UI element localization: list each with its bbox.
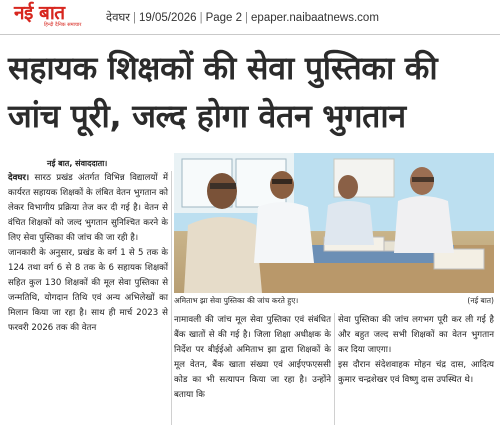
article-paragraph: सेवा पुस्तिका की जांच लगभग पूरी कर ली गई है और बहुत जल्द सभी शिक्षकों का वेतन भुगतान कर दिया जाएगा। (338, 315, 494, 355)
article-column-1 (8, 171, 168, 336)
paragraph-text: सारठ प्रखंड अंतर्गत विभिन्न विद्यालयों में कार्यरत सहायक शिक्षकों के लंबित वेतन भुगतान को लेकर विभागीय प्रक्रिया तेज कर दी गई है। वेतन से वंचित शिक्षकों को जल्द भुगतान सुनिश्चित करने के लिए सेवा पुस्तिका की जांच की जा रही है। (8, 173, 168, 243)
site-link[interactable]: epaper.naibaatnews.com (251, 11, 379, 24)
photo-caption-bar (174, 295, 494, 307)
headline-line-2: जांच पूरी, जल्द होगा वेतन भुगतान (8, 97, 406, 135)
column-divider (171, 171, 172, 425)
byline: नई बात, संवाददाता। (47, 159, 108, 168)
edition-date: 19/05/2026 (139, 11, 197, 24)
article-headline (8, 44, 492, 140)
logo-text: नई बात (14, 2, 65, 24)
article-paragraph: नामावली की जांच मूल सेवा पुस्तिका एवं संबंधित बैंक खातों से की गई है। जिला शिक्षा अधीक्षक के निर्देश पर बीईईओ अमिताभ झा द्वारा शिक्षकों के मूल वेतन, बैंक खाता संख्या एवं आईएफएससी कोड का भी सत्यापन किया जा रहा है। उन्होंने बताया कि (174, 315, 331, 400)
article-paragraph: जानकारी के अनुसार, प्रखंड के वर्ग 1 से 5 तक के 124 तथा वर्ग 6 से 8 तक के 6 सहायक शिक्षकों सहित कुल 130 शिक्षकों की मूल सेवा पुस्तिका से जन्मतिथि, योगदान तिथि एवं अन्य अभिलेखों का मिलान किया जा रहा है। साथ ही मार्च 2023 से फरवरी 2026 तक की वेतन (8, 248, 168, 333)
logo-tagline: हिन्दी दैनिक समाचार (44, 22, 82, 28)
page-number: Page 2 (205, 11, 243, 24)
article-paragraph: इस दौरान संदेशवाहक मोहन चंद्र दास, आदित्य कुमार चन्द्रशेखर एवं विष्णु दास उपस्थित थे। (338, 360, 494, 385)
masthead (0, 0, 500, 35)
headline-line-1: सहायक शिक्षकों की सेवा पुस्तिका की (8, 49, 438, 87)
newspaper-logo[interactable] (14, 2, 94, 32)
article-photo (174, 153, 494, 293)
dateline: देवघर। (8, 173, 30, 183)
article-paragraph (8, 171, 168, 246)
photo-caption: अमिताभ झा सेवा पुस्तिका की जांच करते हुए। (174, 296, 299, 305)
article-column-2 (174, 313, 331, 403)
column-divider (334, 313, 335, 425)
edition-city: देवघर (106, 11, 131, 24)
edition-info: देवघर | 19/05/2026 | Page 2 | epaper.naibaatnews.com (106, 11, 379, 24)
photo-illustration (174, 153, 494, 293)
photo-credit: (नई बात) (467, 296, 494, 305)
article-column-3 (338, 313, 494, 388)
